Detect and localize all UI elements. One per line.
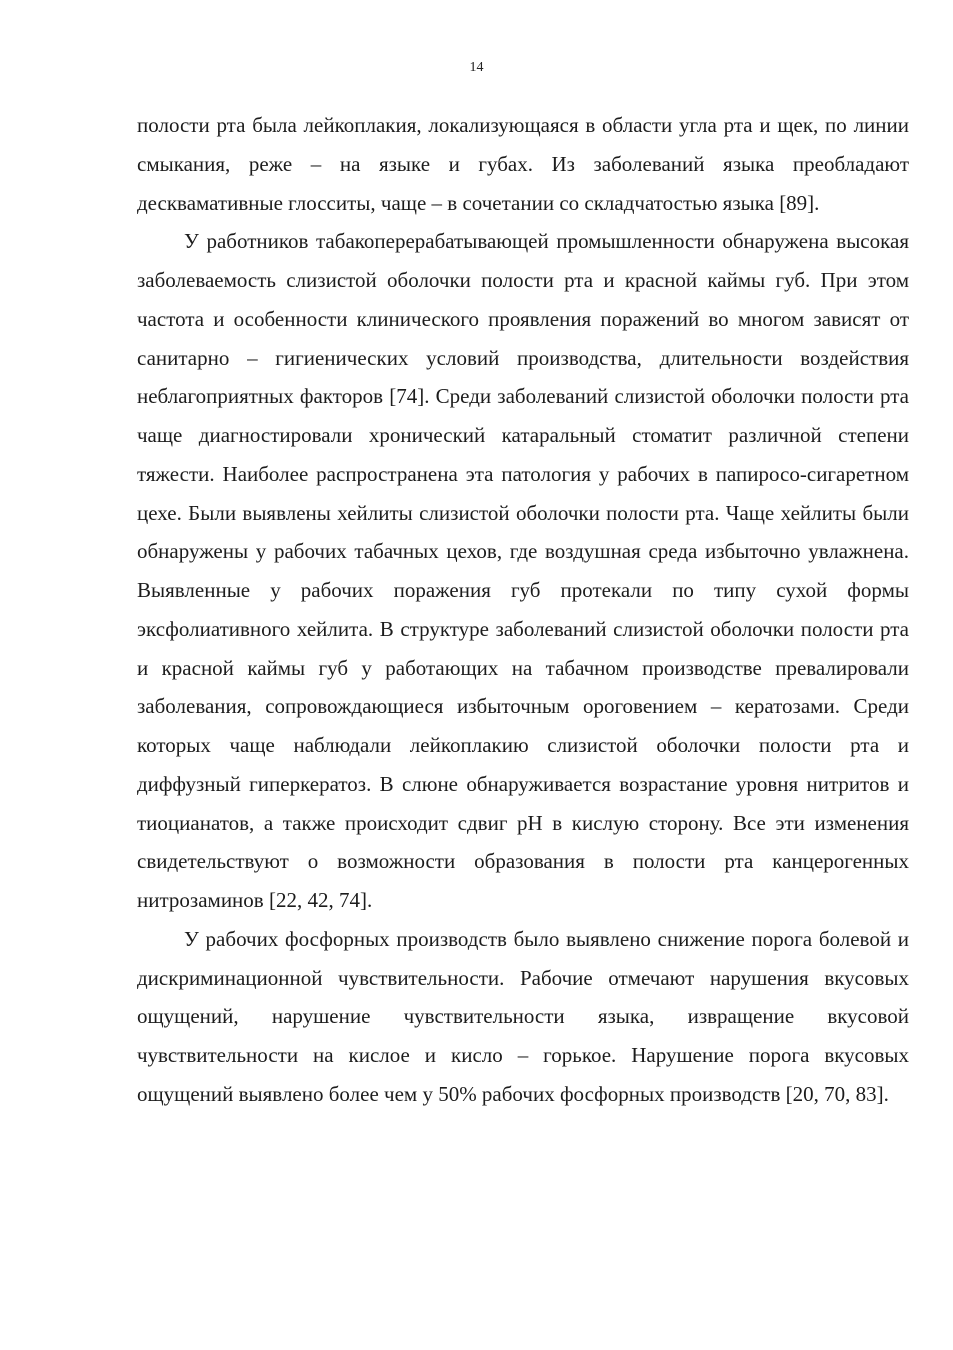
text-line: фосфорных производств [20, 70, 83]. <box>559 1081 889 1106</box>
text-line: табачных цехов, где воздушная среда избыточно увлажнена. Выявленные у <box>137 539 910 602</box>
text-line: У рабочих фосфорных производств было выявлено снижение порога <box>184 926 813 951</box>
document-body <box>137 106 909 1114</box>
text-line: полости рта была лейкоплакия, локализующаяся в области угла рта и щек, по <box>137 113 847 137</box>
text-line: рабочих поражения губ протекали по типу сухой формы эксфолиативного <box>137 578 909 641</box>
text-line: эти изменения свидетельствуют о возможности образования в полости рта <box>137 810 910 874</box>
text-line: высокая заболеваемость слизистой оболочки полости рта и красной каймы губ. <box>137 229 909 292</box>
page-number: 14 <box>469 60 484 75</box>
text-line: При этом частота и особенности клинического проявления поражений во <box>137 268 909 331</box>
text-line: каймы губ у работающих на табачном производстве превалировали <box>247 655 910 680</box>
text-line: многом зависят от санитарно – гигиенических условий производства, <box>137 306 909 370</box>
text-line: болевой и дискриминационной чувствительности. Рабочие отмечают <box>137 926 909 990</box>
text-line: линии смыкания, реже – на языке и губах. Из заболеваний языка преобладают <box>137 113 909 176</box>
text-line: длительности воздействия неблагоприятных факторов [74]. Среди заболеваний <box>137 345 910 409</box>
text-line: эта патология у рабочих в папиросо-сигаретном цехе. Были выявлены хейлиты <box>137 461 909 525</box>
text-line: извращение вкусовой чувствительности на кислое и кисло – горькое. <box>137 1004 909 1067</box>
text-line: У работников табакоперерабатывающей промышленности обнаружена <box>184 229 829 254</box>
text-line: Нарушение порога вкусовых ощущений выявлено более чем у 50% рабочих <box>137 1043 910 1106</box>
text-line: заболевания, сопровождающиеся избыточным ороговением – кератозами. <box>137 694 840 719</box>
text-line: Среди которых чаще наблюдали лейкоплакию слизистой оболочки полости рта <box>137 694 909 757</box>
paragraph-tobacco-workers <box>137 222 909 920</box>
text-line: десквамативные глосситы, чаще – в сочетании со складчатостью языка [89]. <box>137 190 820 215</box>
text-line: нитритов и тиоцианатов, а также происходит сдвиг pH в кислую сторону. Все <box>137 771 910 835</box>
text-line: хейлита. В структуре заболеваний слизистой оболочки полости рта и красной <box>137 616 910 680</box>
text-line: катаральный стоматит различной степени тяжести. Наиболее распространена <box>137 423 909 486</box>
paragraph-continuation <box>137 106 909 222</box>
paragraph-phosphorus-workers <box>137 920 909 1114</box>
text-line: слизистой оболочки полости рта чаще диагностировали хронический <box>137 384 910 447</box>
text-line: и диффузный гиперкератоз. В слюне обнаруживается возрастание уровня <box>137 733 909 796</box>
text-line: канцерогенных нитрозаминов [22, 42, 74]. <box>137 849 910 912</box>
text-line: нарушения вкусовых ощущений, нарушение чувствительности языка, <box>137 965 910 1029</box>
text-line: слизистой оболочки полости рта. Чаще хейлиты были обнаружены у рабочих <box>137 500 909 564</box>
